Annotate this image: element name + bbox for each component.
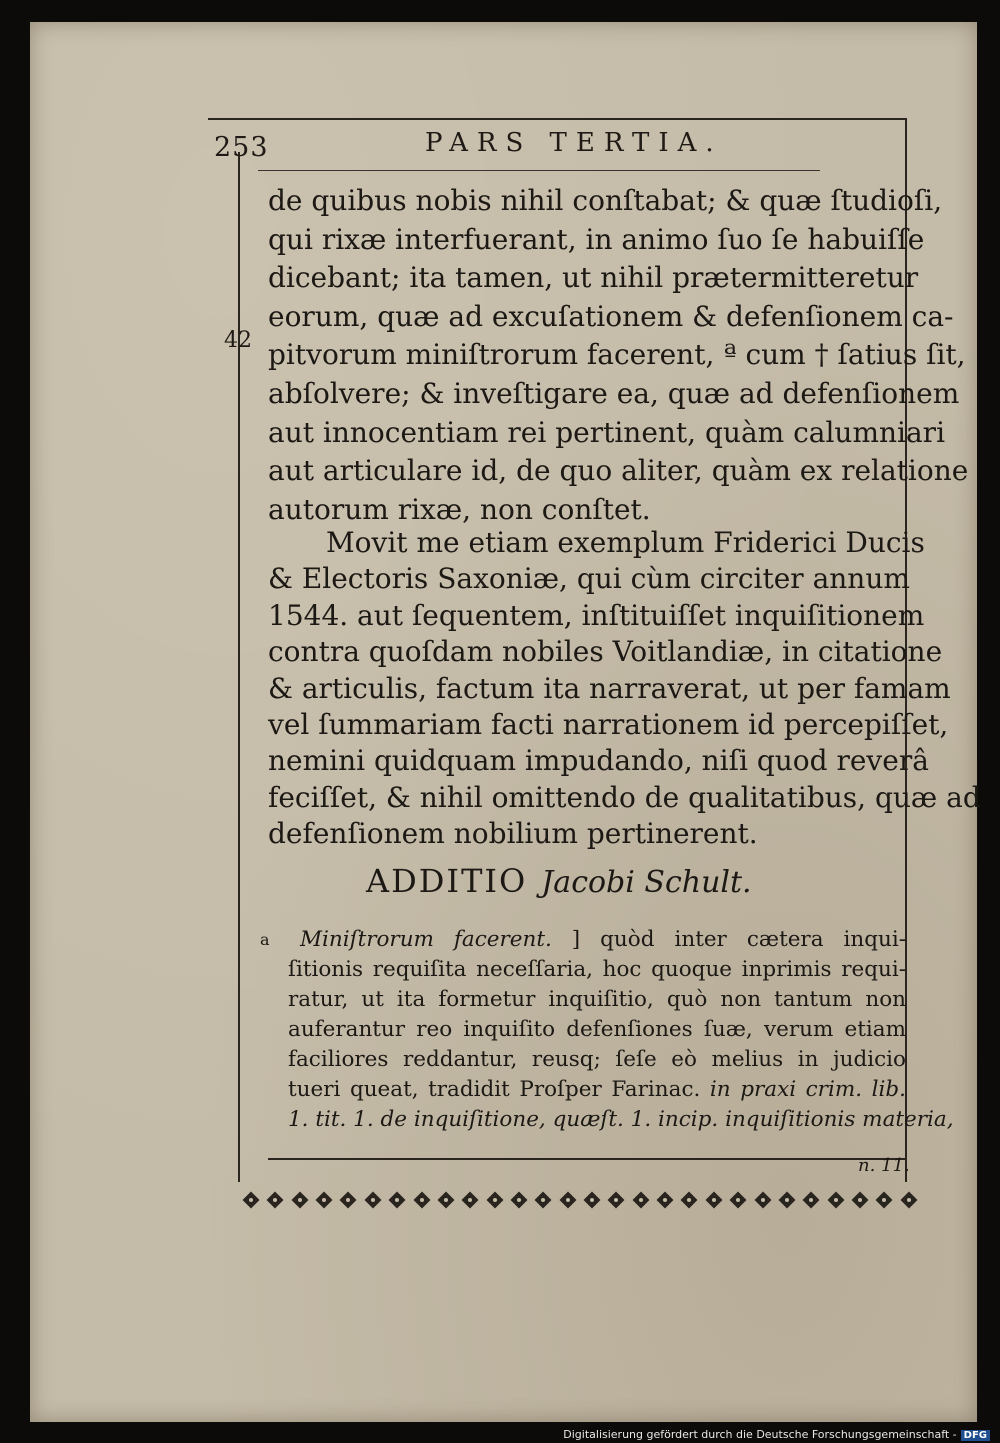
ornament-icon [413, 1191, 431, 1209]
ornament-icon [437, 1191, 455, 1209]
ornament-icon [534, 1191, 552, 1209]
text-line: vel ſummariam facti narrationem id percepiſſet, [268, 708, 949, 742]
ornament-icon [656, 1191, 674, 1209]
footnote-line: ratur, ut ita formetur inquiſitio, quò non tantum non [288, 987, 906, 1012]
paragraph-1 [268, 182, 969, 529]
footnote-line: auferantur reo inquiſito defenſiones ſuæ, verum etiam [288, 1017, 906, 1042]
footnote-line [288, 1075, 906, 1105]
text-line: autorum rixæ, non conſtet. [268, 492, 651, 526]
text-line: & articulis, factum ita narraverat, ut per famam [268, 671, 951, 705]
text-line: & Electoris Saxoniæ, qui cùm circiter annum [268, 562, 910, 596]
top-rule [208, 118, 905, 120]
footnote [260, 925, 954, 1135]
ornament-icon [900, 1191, 918, 1209]
credit-text: Digitalisierung gefördert durch die Deutsche Forschungsgemeinschaft - [563, 1428, 957, 1441]
footnote-text: ] quòd inter cætera inqui- [571, 927, 906, 952]
ornament-icon [583, 1191, 601, 1209]
text-line: qui rixæ interfuerant, in animo ſuo ſe habuiſſe [268, 222, 925, 256]
running-head: PARS TERTIA. [425, 128, 723, 158]
page-number: 253 [214, 132, 269, 163]
left-frame-rule [238, 152, 240, 1182]
ornament-icon [827, 1191, 845, 1209]
ornament-icon [461, 1191, 479, 1209]
text-line: de quibus nobis nihil conſtabat; & quæ ſtudioſi, [268, 184, 943, 217]
ornament-icon [851, 1191, 869, 1209]
dfg-logo: DFG [961, 1430, 990, 1441]
ornament-icon [315, 1191, 333, 1209]
ornament-icon [680, 1191, 698, 1209]
footnote-citation: in praxi crim. lib. [709, 1077, 906, 1102]
addition-title: ADDITIO [366, 862, 528, 900]
paragraph-2 [268, 525, 981, 853]
ornament-icon [705, 1191, 723, 1209]
ornament-icon [242, 1191, 260, 1209]
ornament-icon [291, 1191, 309, 1209]
ornament-icon [875, 1191, 893, 1209]
ornament-icon [607, 1191, 625, 1209]
ornament-icon [632, 1191, 650, 1209]
addition-heading [366, 862, 752, 900]
footnote-citation-line: 1. tit. 1. de inquiſitione, quæſt. 1. incip. inquiſitionis materia, [288, 1107, 954, 1132]
footnote-line: ſitionis requiſita neceſſaria, hoc quoque inprimis requi- [288, 957, 906, 982]
ornament-icon [486, 1191, 504, 1209]
text-line: aut articulare id, de quo aliter, quàm ex relatione [268, 454, 969, 488]
ornament-icon [388, 1191, 406, 1209]
ornament-icon [339, 1191, 357, 1209]
ornament-icon [802, 1191, 820, 1209]
ornament-icon [729, 1191, 747, 1209]
text-line: Movit me etiam exemplum Friderici Ducis [326, 526, 925, 559]
text-line: contra quoſdam nobiles Voitlandiæ, in citatione [268, 635, 943, 669]
footnote-text: tueri queat, tradidit Proſper Farinac. [288, 1077, 701, 1102]
header-rule [258, 170, 820, 171]
text-line: 1544. aut ſequentem, inſtituiſſet inquiſitionem [268, 598, 925, 632]
footnote-line: faciliores reddantur, reusq; ſeſe eò melius in judicio [288, 1047, 906, 1072]
ornament-icon [510, 1191, 528, 1209]
ornament-icon [266, 1191, 284, 1209]
text-line: aut innocentiam rei pertinent, quàm calumniari [268, 415, 946, 449]
ornament-icon [754, 1191, 772, 1209]
ornament-icon [778, 1191, 796, 1209]
footnote-lemma: Miniſtrorum facerent. [300, 927, 552, 952]
margin-note: 42 [224, 328, 252, 353]
text-line: dicebant; ita tamen, ut nihil prætermitteretur [268, 261, 919, 295]
text-line: defenſionem nobilium pertinerent. [268, 817, 758, 851]
text-line: feciſſet, & nihil omittendo de qualitatibus, quæ ad [268, 780, 981, 814]
ornament-band [242, 1183, 918, 1217]
text-line: pitvorum miniſtrorum facerent, ª cum † ſatius ſit, [268, 338, 966, 372]
text-line: abſolvere; & inveſtigare ea, quæ ad defenſionem [268, 376, 960, 410]
digitization-credit [563, 1428, 990, 1441]
ornament-icon [364, 1191, 382, 1209]
text-line: nemini quidquam impudando, niſi quod reverâ [268, 744, 929, 778]
footnote-line [288, 925, 906, 955]
addition-author: Jacobi Schult. [541, 865, 752, 900]
text-line: eorum, quæ ad excuſationem & defenſionem ca- [268, 299, 954, 333]
bottom-rule [268, 1158, 905, 1160]
ornament-icon [559, 1191, 577, 1209]
catchword: n. 11. [858, 1155, 910, 1176]
footnote-marker: a [260, 930, 270, 949]
